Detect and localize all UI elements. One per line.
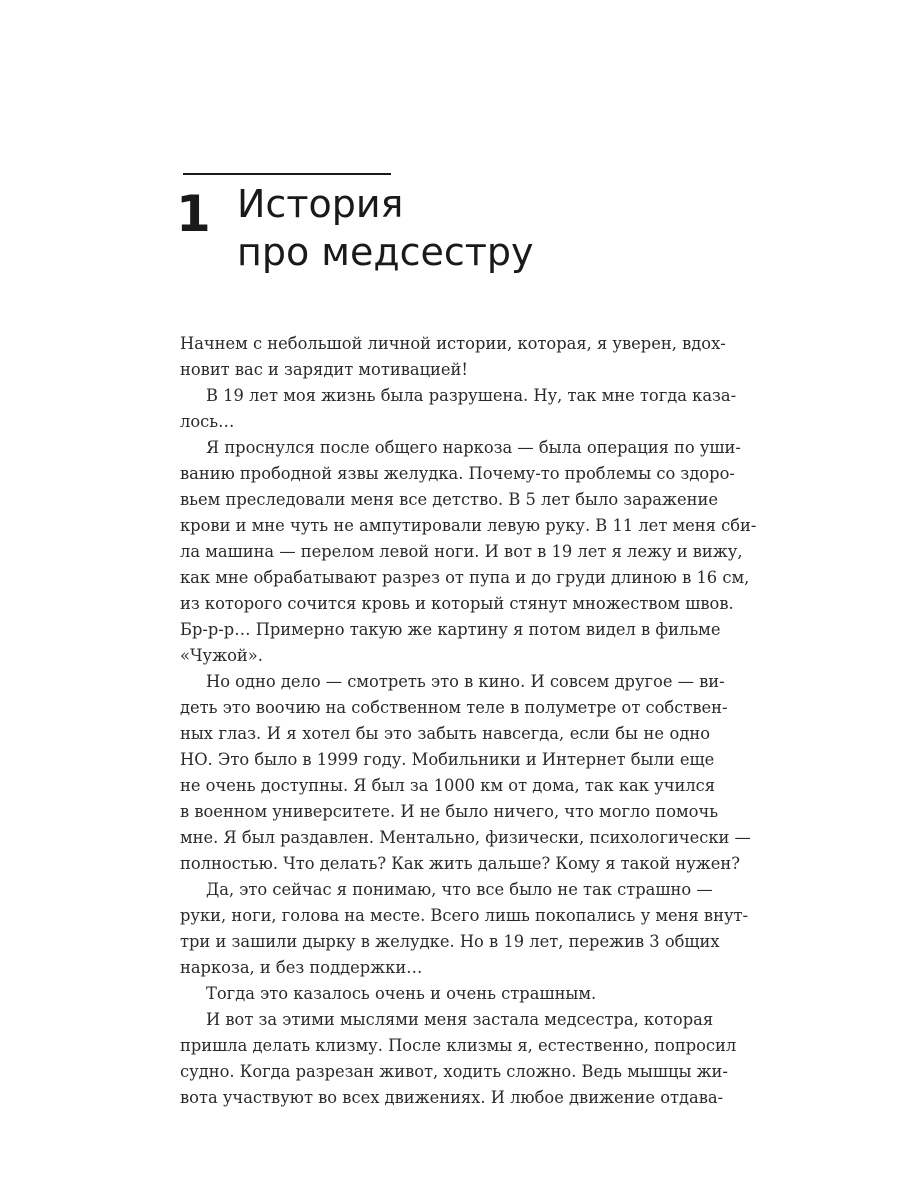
text-line: как мне обрабатывают разрез от пупа и до груди длиною в 16 см, (180, 568, 750, 587)
body-text (180, 331, 757, 1111)
chapter-number: 1 (176, 185, 211, 243)
chapter-title-line-2: про медсестру (237, 230, 534, 274)
text-line: НО. Это было в 1999 году. Мобильники и Интернет были еще (180, 750, 715, 769)
text-line: лось… (180, 412, 235, 431)
chapter-title (237, 180, 677, 276)
text-line: наркоза, и без поддержки… (180, 958, 423, 977)
text-line: крови и мне чуть не ампутировали левую руку. В 11 лет меня сби- (180, 516, 757, 535)
text-line: вьем преследовали меня все детство. В 5 лет было заражение (180, 490, 718, 509)
text-line: Но одно дело — смотреть это в кино. И совсем другое — ви- (206, 672, 725, 691)
text-line: руки, ноги, голова на месте. Всего лишь покопались у меня внут- (180, 906, 749, 925)
text-line: три и зашили дырку в желудке. Но в 19 лет, пережив 3 общих (180, 932, 720, 951)
text-line: вота участвуют во всех движениях. И любое движение отдава- (180, 1088, 724, 1107)
text-line: Начнем с небольшой личной истории, которая, я уверен, вдох- (180, 334, 726, 353)
text-line: Я проснулся после общего наркоза — была операция по уши- (206, 438, 741, 457)
text-line: В 19 лет моя жизнь была разрушена. Ну, так мне тогда каза- (206, 386, 737, 405)
text-line: Бр-р-р… Примерно такую же картину я потом видел в фильме (180, 620, 721, 639)
text-line: судно. Когда разрезан живот, ходить сложно. Ведь мышцы жи- (180, 1062, 728, 1081)
text-line: не очень доступны. Я был за 1000 км от дома, так как учился (180, 776, 716, 795)
text-line: полностью. Что делать? Как жить дальше? Кому я такой нужен? (180, 854, 740, 873)
text-line: ла машина — перелом левой ноги. И вот в 19 лет я лежу и вижу, (180, 542, 743, 561)
text-line: мне. Я был раздавлен. Ментально, физически, психологически — (180, 828, 751, 847)
text-line: ных глаз. И я хотел бы это забыть навсегда, если бы не одно (180, 724, 710, 743)
text-line: пришла делать клизму. После клизмы я, естественно, попросил (180, 1036, 737, 1055)
text-line: в военном университете. И не было ничего, что могло помочь (180, 802, 719, 821)
text-line: Да, это сейчас я понимаю, что все было не так страшно — (206, 880, 713, 899)
text-line: деть это воочию на собственном теле в полуметре от собствен- (180, 698, 728, 717)
text-line: «Чужой». (180, 646, 263, 665)
text-line: ванию прободной язвы желудка. Почему-то проблемы со здоро- (180, 464, 735, 483)
text-line: из которого сочится кровь и который стянут множеством швов. (180, 594, 734, 613)
text-line: новит вас и зарядит мотивацией! (180, 360, 468, 379)
chapter-rule (183, 173, 391, 175)
chapter-title-line-1: История (237, 182, 404, 226)
text-line: Тогда это казалось очень и очень страшным. (206, 984, 597, 1003)
text-line: И вот за этими мыслями меня застала медсестра, которая (206, 1010, 714, 1029)
